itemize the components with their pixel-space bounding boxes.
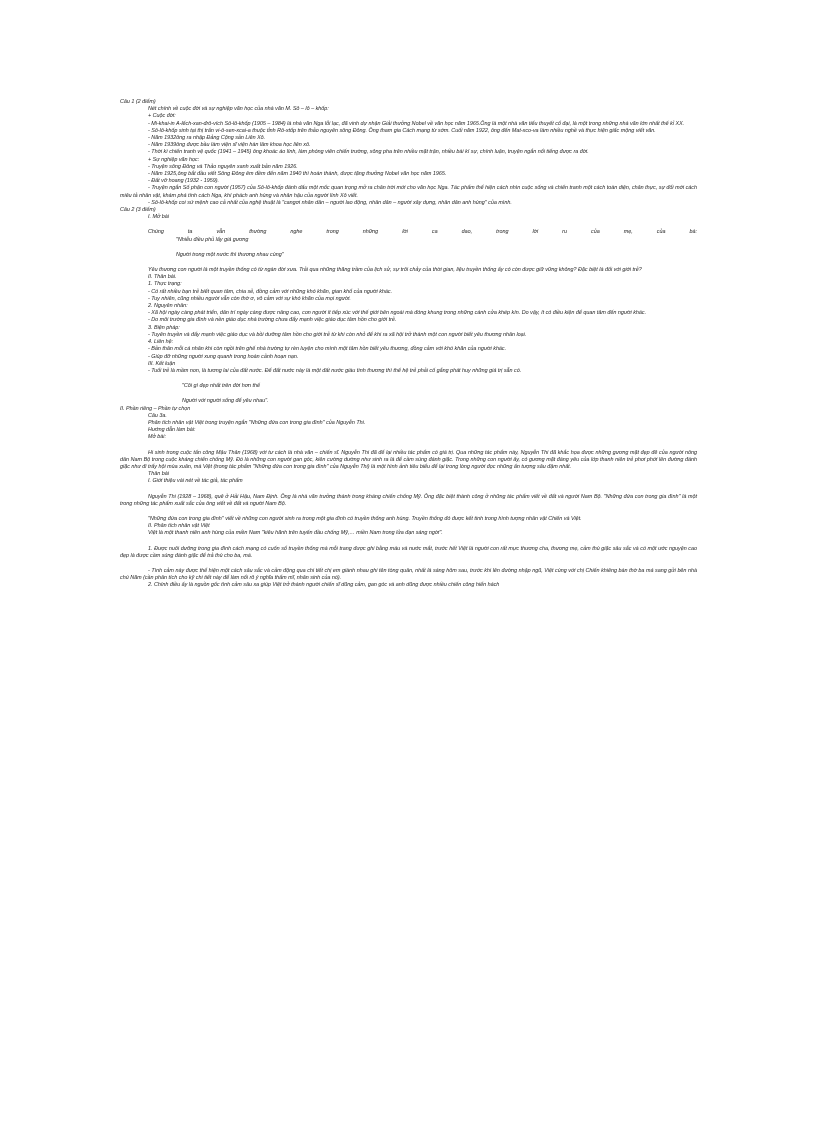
cau2-ket-luan: III. Kết luận — [148, 360, 176, 367]
paragraph: - Truyện ngắn Số phận con người (1957) của Sô-lô-khốp đánh dấu một mốc quan trọng mở ra chân trời mới cho văn học Nga. Tác phẩm thể hiện cách nhìn cuộc sống và chiến tranh một cách toàn diện, chân thực, sự đổi mới cách miêu tả nhân vật, khám phá tính cách Nga, khí phách anh hùng và nhân hậu của người lính Xô viết. — [120, 185, 697, 199]
paragraph: - Năm 1925,ông bắt đầu viết Sông Đông êm đềm đến năm 1940 thì hoàn thành, được tặng thưởng Nobel văn học năm 1965. — [148, 171, 447, 178]
cau1-title: Câu 1 (2 điểm) — [120, 99, 156, 105]
paragraph: "Những đứa con trong gia đình" viết về những con người sinh ra trong một gia đình có truyền thống anh hùng. Truyền thống đó được kết tinh trong hình tượng nhân vật Chiến và Việt. — [148, 515, 582, 522]
paragraph: - Đất vỡ hoang (1932 - 1959). — [148, 178, 219, 185]
paragraph: - Có rất nhiều bạn trẻ biết quan tâm, chia sẻ, đồng cảm với những khó khăn, gian khổ của người khác. — [148, 288, 393, 295]
paragraph: Nguyễn Thi (1928 – 1968), quê ở Hải Hậu, Nam Định. Ông là nhà văn trưởng thành trong kháng chiến chống Mỹ. Ông đặc biệt thành công ở những tác phẩm viết về đất và người Nam Bộ. "Những đứa con trong gia đình" là một trong những tác phẩm xuất sắc của ông viết về đất và người Nam Bộ. — [120, 493, 697, 507]
paragraph: - Năm 1932ông ra nhập Đảng Cộng sản Liên Xô. — [148, 135, 266, 142]
part2-than-bai: Thân bài — [148, 471, 169, 478]
cau2-title: Câu 2 (3 điểm) — [120, 207, 156, 214]
cau1-life-heading: + Cuộc đời: — [148, 113, 176, 120]
document-content — [120, 99, 697, 590]
part2-mo-bai: Mở bài: — [148, 434, 166, 441]
word: ca — [431, 229, 438, 236]
word: dao, — [461, 229, 473, 236]
word: của — [591, 229, 600, 236]
paragraph: 2. Chính điều ấy là nguồn gốc tình cảm sâu xa giúp Việt trở thành người chiến sĩ dũng cảm, gan góc và anh dũng được nhiều chiến công hiển hách — [148, 582, 500, 589]
paragraph: - Mi-khai-in A-lếch-xan-đrô-vích Sô-lô-khốp (1905 – 1984) là nhà văn Nga lỗi lạc, đã vinh dự nhận Giải thưởng Nobel về văn học năm 1965.Ông là một nhà văn tiểu thuyết cổ đại, là một trong những nhà văn lớn nhất thế kỉ XX. — [148, 120, 685, 127]
poem-line: Người trong một nước thì thương nhau cùng" — [176, 251, 284, 258]
quote-line: Người với người sống để yêu nhau". — [182, 398, 269, 405]
word: lời — [532, 229, 539, 236]
part2-task: Phân tích nhân vật Việt trong truyện ngắn "Những đứa con trong gia đình" của Nguyễn Thi. — [148, 419, 366, 426]
word: trong — [326, 229, 339, 236]
justified-line — [120, 229, 697, 236]
section-heading: II. Phân tích nhân vật Việt — [148, 523, 210, 530]
paragraph: - Tuy nhiên, cũng nhiều người vẫn còn thờ ơ, vô cảm với sự khó khăn của mọi người. — [148, 295, 351, 302]
paragraph: 1. Được nuôi dưỡng trong gia đình cách mạng có cuốn sổ truyền thống mà mỗi trang được ghi bằng máu và nước mắt, trước hết Việt là người con rất mực thương cha, thương mẹ, cảm thù giặc sâu sắc và có một ước nguyện cao đẹp là được cầm súng đánh giặc để trả thù cho ba, má. — [120, 545, 697, 559]
word: Chúng — [148, 229, 164, 236]
paragraph: - Năm 1939ông được bầu làm viện sĩ viện hàn lâm khoa học liên xô. — [148, 142, 311, 149]
paragraph: - Do môi trường gia đình và nền giáo dục nhà trường chưa đẩy mạnh việc giáo dục tâm hồn cho giới trẻ. — [148, 317, 397, 324]
paragraph: - Xã hội ngày càng phát triển, dân trí ngày càng được nâng cao, con người ít tiếp xúc với thế giới bên ngoài mà đóng khung trong những cánh cửa khép kín. Do vậy, ít có điều kiện để quan tâm đến người khác. — [148, 310, 647, 317]
cau2-mo-bai: I. Mở bài — [148, 214, 169, 221]
paragraph: Việt là một thanh niên anh hùng của miền Nam "kiêu hãnh trên tuyến đầu chống Mỹ,… miền Nam trong lửa đạn sáng ngời". — [148, 530, 443, 537]
paragraph: - Sô-lô-khốp coi sứ mệnh cao cả nhất của nghệ thuật là "cangơi nhân dân – người lao động, nhân dân – người xây dựng, nhân dân anh hùng" của mình. — [148, 199, 512, 206]
word: nghe — [290, 229, 303, 236]
word: ru — [562, 229, 567, 236]
paragraph: Hi sinh trong cuộc tấn công Mậu Thân (1968) với tư cách là nhà văn – chiến sĩ. Nguyễn Thi đã để lại nhiều tác phẩm có giá trị. Qua những tác phẩm này, Nguyễn Thi đã khắc họa được những gương mặt đẹp đẽ của người nông dân Nam Bộ trong cuộc kháng chiến chống Mỹ. Đó là những con người gan góc, kiên cường dường như sinh ra là để cầm súng đánh giặc. Trong những con người ấy, có gương mặt đáng yêu của lớp thanh niên trẻ phơi phới lên đường đánh giặc như đi trẩy hội mùa xuân, mà Việt (trong tác phẩm "Những đứa con trong gia đình" của Nguyễn Thi) là một hình ảnh tiêu biểu để lại trong lòng người đọc những ấn tượng sâu đậm nhất. — [120, 449, 697, 470]
word: mẹ, — [623, 229, 633, 236]
word: trong — [496, 229, 509, 236]
paragraph: - Tuổi trẻ là mầm non, là tương lai của đất nước. Để đất nước này là một đất nước giàu tình thương thì thế hệ trẻ phải cố gắng phát huy những giá trị sẵn có. — [148, 367, 522, 374]
word: lời — [402, 229, 408, 236]
cau2-than-bai: II. Thân bài. — [148, 274, 177, 281]
paragraph: - Tình cảm này được thể hiện một cách sâu sắc và cảm động qua chi tiết chị em giành nhau ghi tên tòng quân, nhất là sáng hôm sau, trước khi lên đường nhập ngũ, Việt cùng với chị Chiến khiêng bàn thờ ba má sang gửi bên nhà chú Năm (cần phân tích cho kỹ chi tiết này để làm nổi rõ ý nghĩa thẩm mĩ, nhân sinh của nó). — [120, 567, 697, 582]
word: bà: — [689, 229, 697, 236]
paragraph: - Thời kì chiến tranh vệ quốc (1941 – 1945) ông khoác áo lính, làm phóng viên chiến trường, xông pha trên nhiều mặt trận, nhiều bài kí sự, chính luận, truyện ngắn nổi tiếng được ra đời. — [148, 149, 589, 156]
poem-line: "Nhiễu điều phủ lấy giá gương — [176, 236, 249, 243]
section-heading: 2. Nguyên nhân: — [148, 303, 188, 310]
section-heading: 4. Liên hệ: — [148, 339, 174, 346]
paragraph: - Sô-lô-khốp sinh tại thị trấn vi-ô-sen-xcai-a thuộc tỉnh Rô-xtốp trên thảo nguyên sông Đông. Ông tham gia Cách mạng từ sớm. Cuối năm 1922, ông đến Mat-xco-va làm nhiều nghề và thực hiện giấc mộng viết văn. — [148, 127, 656, 134]
word: những — [362, 229, 379, 236]
quote-line: "Cõi gì đẹp nhất trên đời hơn thế — [182, 383, 260, 390]
paragraph: Yêu thương con người là một truyền thống có từ ngàn đời xưa. Trải qua những thăng trầm của lịch sử, sự trôi chảy của thời gian, liệu truyền thống ấy có còn được giữ vững không? Đặc biệt là đối với giới trẻ? — [148, 267, 642, 274]
paragraph: - Truyện sông Đông và Thảo nguyên xanh xuất bản năm 1926. — [148, 163, 298, 170]
cau1-career-heading: + Sự nghiệp văn học: — [148, 156, 200, 163]
section-heading: I. Giới thiệu vài nét về tác giả, tác phẩm — [148, 478, 243, 485]
section-heading: 3. Biện pháp: — [148, 324, 180, 331]
section-heading: 1. Thực trạng: — [148, 281, 182, 288]
part2-title: II. Phần riêng – Phần tự chọn — [120, 405, 191, 412]
paragraph: - Giúp đỡ những người xung quanh trong hoàn cảnh hoạn nạn. — [148, 353, 299, 360]
cau1-intro: Nét chính về cuộc đời và sự nghiệp văn học của nhà văn M. Sô – lô – khốp: — [148, 106, 329, 113]
part2-guide: Hướng dẫn làm bài: — [148, 427, 196, 434]
paragraph: - Bản thân mỗi cá nhân khi còn ngồi trên ghế nhà trường tự rèn luyện cho mình một tâm hồn biết yêu thương, đồng cảm với khó khăn của người khác. — [148, 346, 507, 353]
part2-cau3a: Câu 3a. — [148, 412, 167, 419]
word: của — [656, 229, 666, 236]
word: vẫn — [216, 229, 226, 236]
word: ta — [187, 229, 193, 236]
word: thường — [249, 229, 267, 236]
paragraph: - Tuyên truyền và đẩy mạnh việc giáo dục và bồi dưỡng tâm hồn cho giới trẻ từ khi còn nhỏ để khi ra xã hội trở thành một con người biết yêu thương nhân loại. — [148, 331, 527, 338]
